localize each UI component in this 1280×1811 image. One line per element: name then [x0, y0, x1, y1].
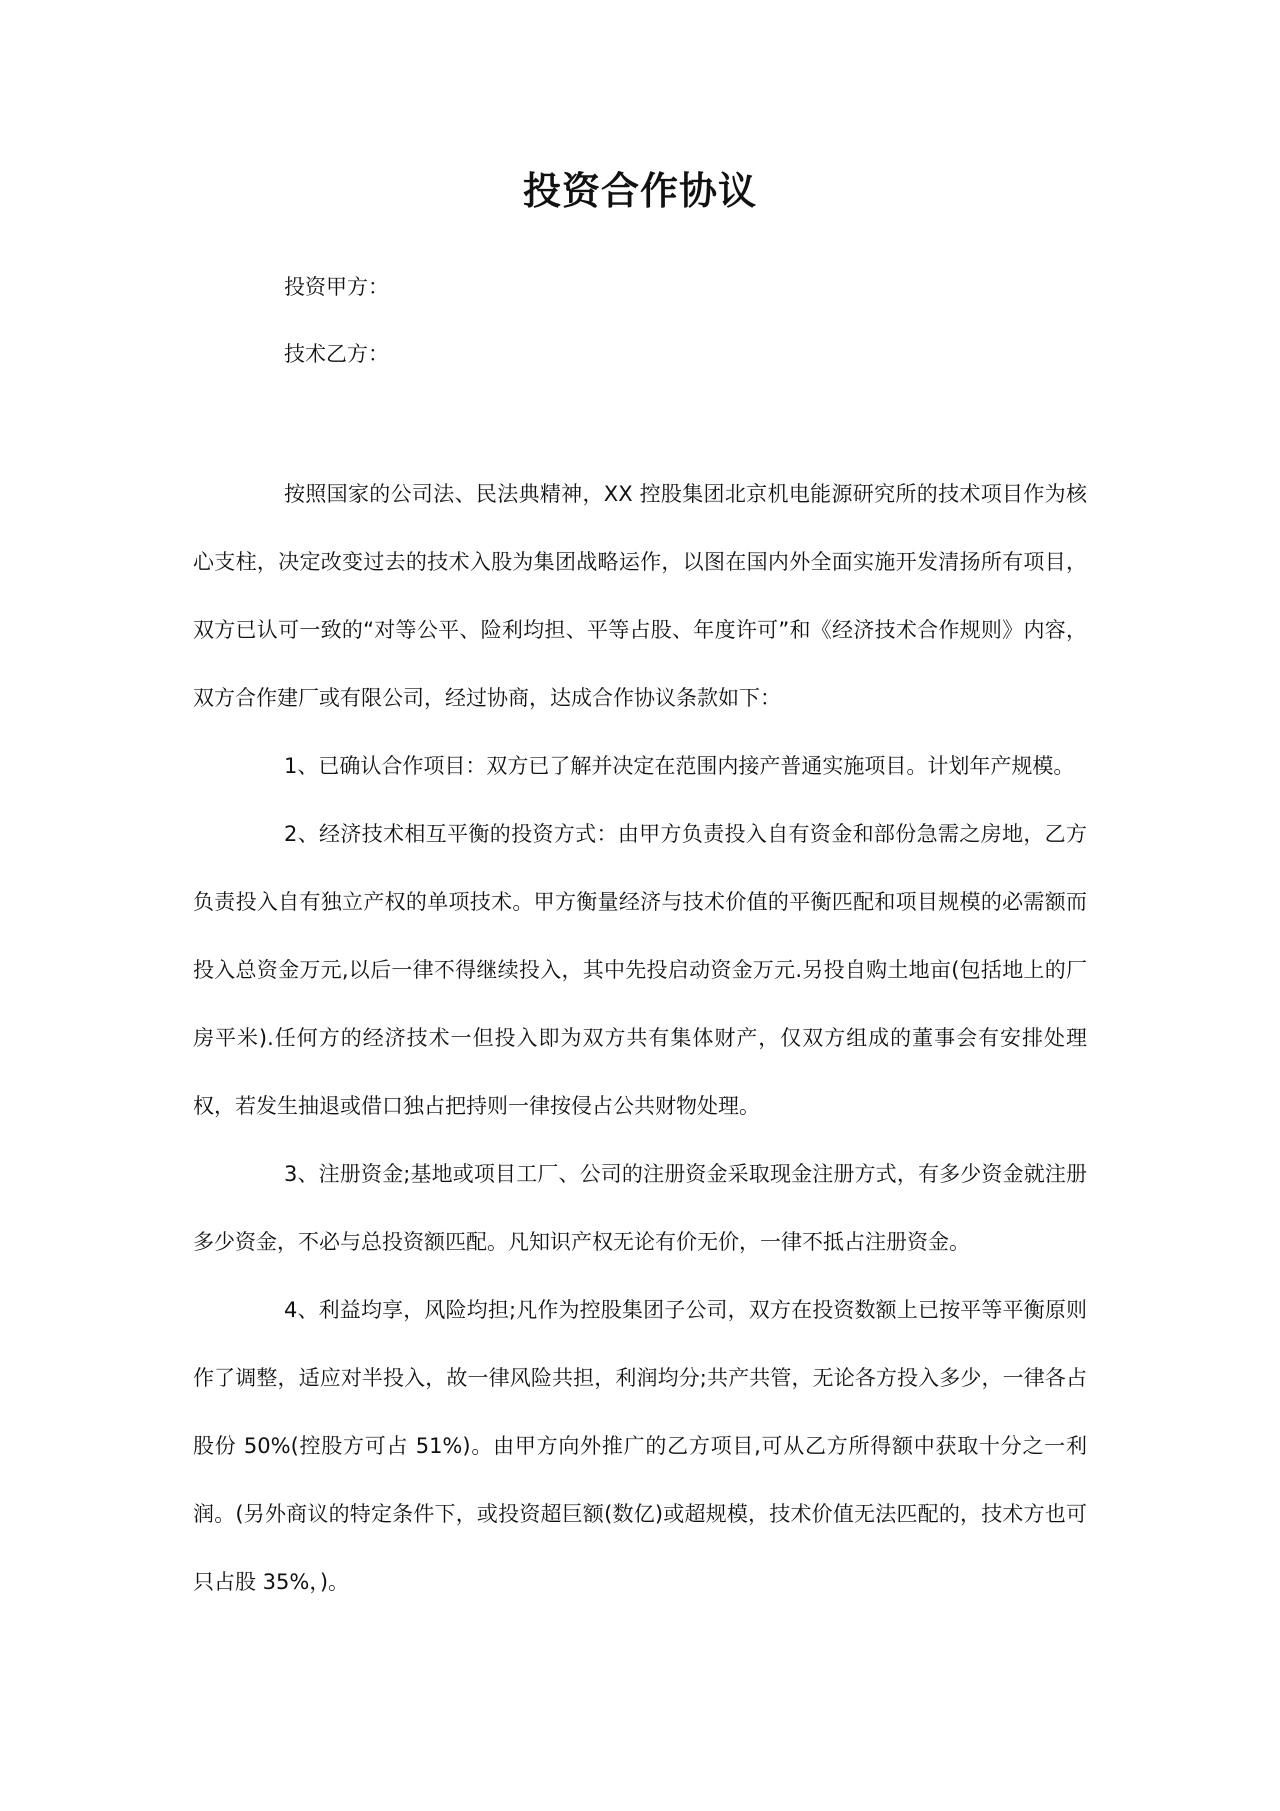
clause-3-paragraph: 3、注册资金;基地或项目工厂、公司的注册资金采取现金注册方式，有多少资金就注册多少资金，不必与总投资额匹配。凡知识产权无论有价无价，一律不抵占注册资金。 — [193, 1162, 1087, 1254]
clause-1-paragraph: 1、已确认合作项目：双方已了解并决定在范围内接产普通实施项目。计划年产规模。 — [284, 754, 1075, 778]
document-title: 投资合作协议 — [522, 169, 757, 213]
party-b-label: 技术乙方： — [284, 342, 389, 366]
clause-2-paragraph: 2、经济技术相互平衡的投资方式：由甲方负责投入自有资金和部份急需之房地，乙方负责投入自有独立产权的单项技术。甲方衡量经济与技术价值的平衡匹配和项目规模的必需额而投入总资金万元,以后一律不得继续投入，其中先投启动资金万元.另投自购土地亩(包括地上的厂房平米).任何方的经济技术一但投入即为双方共有集体财产，仅双方组成的董事会有安排处理权，若发生抽退或借口独占把持则一律按侵占公共财物处理。 — [193, 822, 1087, 1118]
party-a-label: 投资甲方： — [284, 275, 389, 299]
intro-paragraph: 按照国家的公司法、民法典精神，XX 控股集团北京机电能源研究所的技术项目作为核心支柱，决定改变过去的技术入股为集团战略运作，以图在国内外全面实施开发清扬所有项目，双方已认可一致的“对等公平、险利均担、平等占股、年度许可”和《经济技术合作规则》内容，双方合作建厂或有限公司，经过协商，达成合作协议条款如下： — [193, 482, 1087, 710]
agreement-body — [193, 460, 1087, 1616]
clause-4-paragraph: 4、利益均享，风险均担;凡作为控股集团子公司，双方在投资数额上已按平等平衡原则作了调整，适应对半投入，故一律风险共担，利润均分;共产共管，无论各方投入多少，一律各占股份 50%(控股方可占 51%)。由甲方向外推广的乙方项目,可从乙方所得额中获取十分之一利润。(另外商议的特定条件下，或投资超巨额(数亿)或超规模，技术价值无法匹配的，技术方也可只占股 35%，)。 — [193, 1298, 1087, 1594]
